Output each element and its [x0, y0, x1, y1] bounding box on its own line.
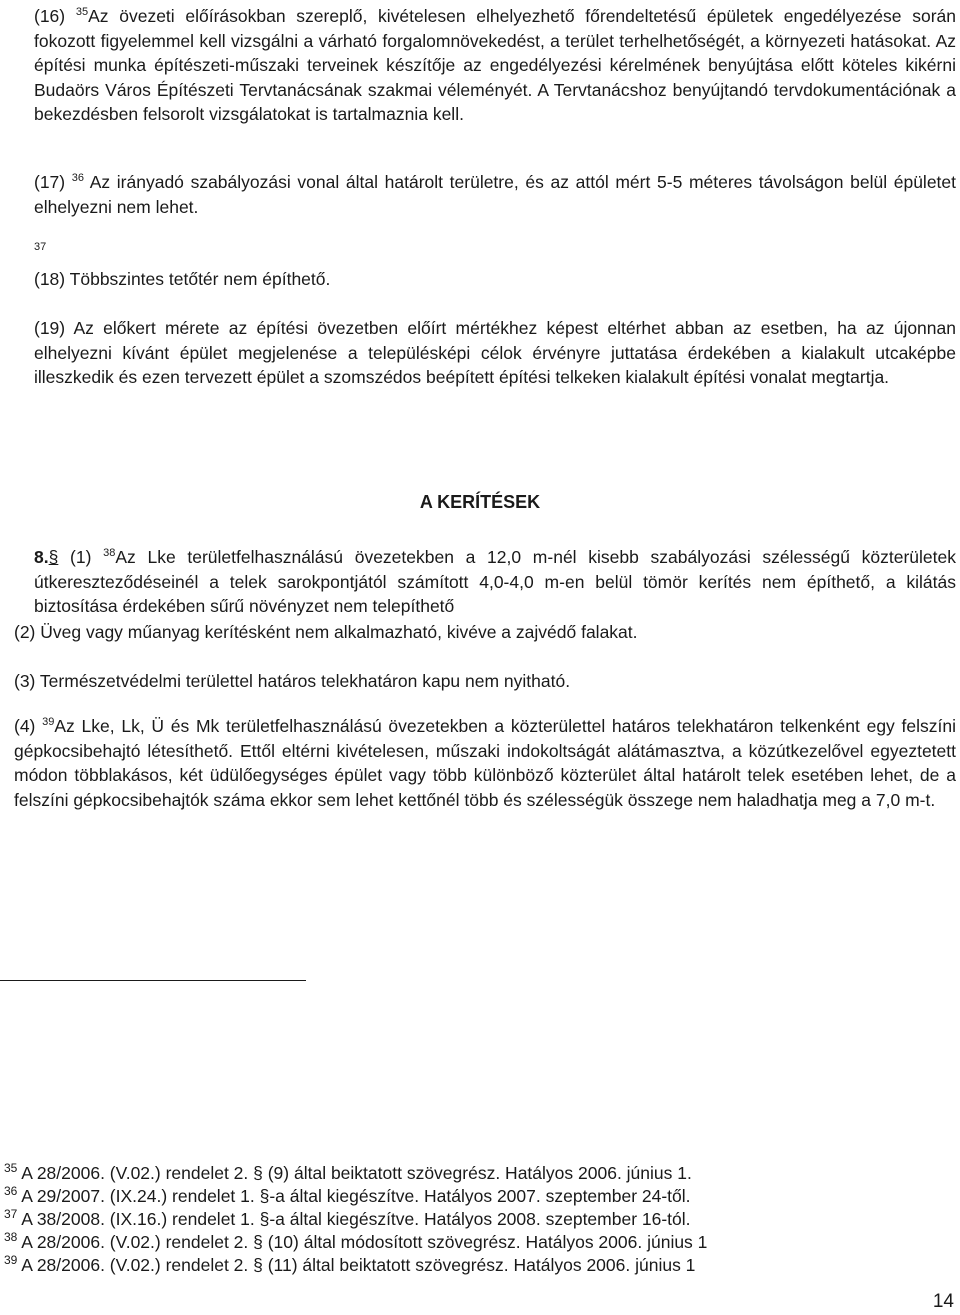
footnote-text: A 28/2006. (V.02.) rendelet 2. § (10) által módosított szövegrész. Hatályos 2006. június 1	[17, 1232, 708, 1252]
footnote-text: A 29/2007. (IX.24.) rendelet 1. §-a által kiegészítve. Hatályos 2007. szeptember 24-től.	[17, 1186, 691, 1206]
section-8-paragraph-3: (3) Természetvédelmi területtel határos telekhatáron kapu nem nyitható.	[14, 671, 571, 691]
page-number: 14	[932, 1291, 954, 1312]
paragraph-18: (18) Többszintes tetőtér nem építhető.	[34, 269, 331, 289]
footnote-text: A 28/2006. (V.02.) rendelet 2. § (11) által beiktatott szövegrész. Hatályos 2006. június 1	[17, 1255, 696, 1275]
footnote-text: A 38/2008. (IX.16.) rendelet 1. §-a által kiegészítve. Hatályos 2008. szeptember 16-tól.	[17, 1209, 691, 1229]
footnote-38	[4, 1231, 954, 1254]
footnote-35	[4, 1162, 954, 1185]
paragraph-19: (19) Az előkert mérete az építési övezetben előírt mértékhez képest eltérhet abban az esetben, ha az újonnan elhelyezni kívánt épület megjelenése a településképi célok érvényre juttatása érdekében a kialakult utcaképbe illeszkedik és ezen tervezett épület a szomszédos beépített építési telkeken kialakult építési vonalat megtartja.	[34, 318, 956, 387]
paragraph-text: Az övezeti előírásokban szereplő, kivételesen elhelyezhető főrendeltetésű épületek engedélyezése során fokozott figyelemmel kell vizsgálni a várható forgalomnövekedést, a terület terhelhetőségét, a környezeti hatásokat. Az építési munka építészeti-műszaki terveinek készítője az engedélyezési kérelmének benyújtása előtt köteles kikérni Budaörs Város Építészeti Tervtanácsának szakmai véleményét. A Tervtanácshoz benyújtandó tervdokumentációnak a bekezdésben felsorolt vizsgálatokat is tartalmaznia kell.	[34, 6, 957, 124]
footnote-text: A 28/2006. (V.02.) rendelet 2. § (9) által beiktatott szövegrész. Hatályos 2006. június 1.	[17, 1163, 692, 1183]
footnote-number: 36	[4, 1184, 18, 1199]
section-8-paragraph-1	[34, 545, 956, 619]
section-heading: A KERÍTÉSEK	[419, 492, 541, 512]
paragraph-number: (17)	[34, 172, 72, 192]
footnote-ref-39[interactable]: 39	[42, 716, 55, 729]
paragraph-number: (1)	[58, 547, 104, 567]
section-sign: §	[48, 547, 59, 567]
footnote-ref-38[interactable]: 38	[103, 547, 116, 560]
paragraph-text: Az Lke, Lk, Ü és Mk területfelhasználású övezetekben a közterülettel határos telekhatáron telkenként egy felszíni gépkocsibehajtó létesíthető. Ettől eltérni kivételesen, műszaki indokoltságát alátámasztva, a közútkezelővel egyeztetett módon többlakásos, két üdülőegységes épület vagy több különböző közterület által határolt telek esetében lehet, de a felszíni gépkocsibehajtók száma ekkor sem lehet kettőnél több és szélességük összege nem haladhatja meg a 7,0 m-t.	[14, 716, 956, 810]
footnote-separator	[0, 980, 306, 981]
section-8-paragraph-4	[14, 714, 956, 812]
footnote-number: 39	[4, 1253, 18, 1268]
paragraph-number: (4)	[14, 716, 43, 736]
section-8-paragraph-2: (2) Üveg vagy műanyag kerítésként nem alkalmazható, kivéve a zajvédő falakat.	[14, 622, 638, 642]
paragraph-number: (16)	[34, 6, 76, 26]
footnote-39	[4, 1254, 954, 1277]
paragraph-text: Az Lke területfelhasználású övezetekben a 12,0 m-nél kisebb szabályozási szélességű közterületek útkereszteződéseinél a telek sarokpontjától számított 4,0-4,0 m-en belül tömör kerítés nem építhető, a kilátás biztosítása érdekében sűrű növényzet nem telepíthető	[34, 547, 956, 616]
paragraph-text: Az irányadó szabályozási vonal által határolt területre, és az attól mért 5-5 méteres távolságon belül épületet elhelyezni nem lehet.	[34, 172, 957, 217]
footnote-37	[4, 1208, 954, 1231]
footnote-number: 38	[4, 1230, 18, 1245]
footnote-ref-37[interactable]: 37	[34, 241, 47, 253]
paragraph-16	[34, 4, 956, 127]
footnote-number: 37	[4, 1207, 18, 1222]
footnote-number: 35	[4, 1161, 18, 1176]
paragraph-17	[34, 170, 956, 219]
footnote-36	[4, 1185, 954, 1208]
footnote-ref-36[interactable]: 36	[71, 172, 85, 185]
section-number: 8.	[34, 547, 49, 567]
footnote-ref-35[interactable]: 35	[75, 6, 89, 19]
